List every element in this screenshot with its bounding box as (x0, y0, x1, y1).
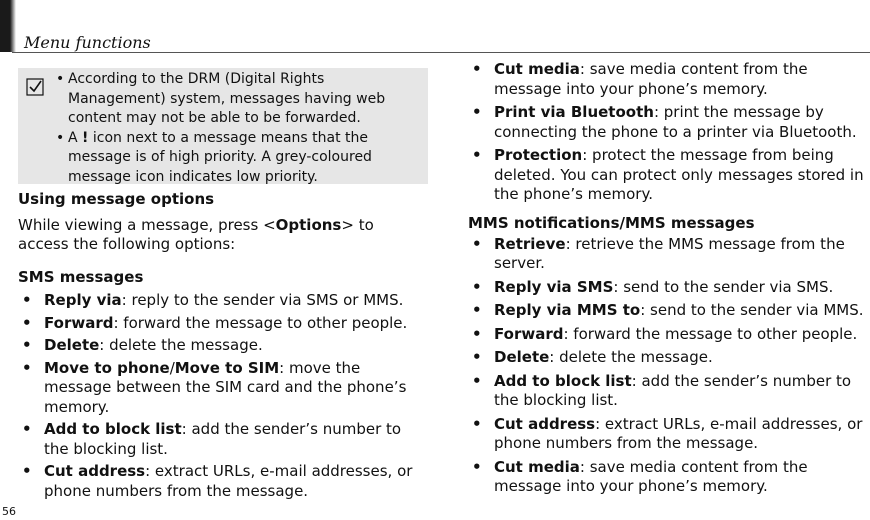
list-item: • Delete: delete the message. (472, 348, 713, 366)
list-item: • Print via Bluetooth: print the message by connecting the phone to a printer via Bluetooth. (472, 103, 857, 141)
left-column (18, 190, 428, 501)
list-item: • Move to phone/Move to SIM: move the message between the SIM card and the phone’s memory. (22, 358, 407, 416)
note-item: • A ! icon next to a message means that the message is of high priority. A grey-coloured message icon indicates low priority. (56, 129, 372, 185)
mms-title: MMS notifications/MMS messages (468, 213, 755, 232)
page-header-title: Menu functions (24, 33, 151, 52)
list-item: • Cut address: extract URLs, e-mail addresses, or phone numbers from the message. (472, 414, 863, 452)
list-item: • Add to block list: add the sender’s number to the blocking list. (22, 420, 402, 458)
list-item: • Cut media: save media content from the message into your phone’s memory. (472, 60, 808, 98)
header-divider (12, 52, 870, 53)
note-list (56, 70, 418, 187)
checkmark-note-icon (26, 78, 44, 96)
high-priority-symbol: ! (82, 129, 89, 146)
header-tab-bar (0, 0, 10, 52)
list-item: • Add to block list: add the sender’s number to the blocking list. (472, 371, 852, 409)
list-item: • Reply via SMS: send to the sender via SMS. (472, 277, 834, 296)
section-title: Using message options (18, 190, 215, 208)
sms-title: SMS messages (18, 268, 144, 286)
page-number: 56 (2, 505, 16, 518)
list-item: • Cut address: extract URLs, e-mail addresses, or phone numbers from the message. (22, 462, 413, 500)
list-item: • Protection: protect the message from being deleted. You can protect only messages stored in the phone’s memory. (472, 146, 864, 203)
list-item: • Reply via MMS to: send to the sender via MMS. (472, 301, 864, 319)
list-item: • Cut media: save media content from the message into your phone’s memory. (472, 457, 808, 495)
sms-options-list (18, 291, 428, 501)
list-item: • Forward: forward the message to other people. (472, 324, 858, 343)
note-item: • According to the DRM (Digital Rights Management) system, messages having web content may not be able to be forwarded. (56, 71, 386, 126)
section-intro: While viewing a message, press <Options> to access the following options: (18, 216, 374, 253)
list-item: • Forward: forward the message to other people. (22, 313, 408, 332)
message-options-continued (468, 60, 870, 205)
mms-options-list (468, 235, 870, 497)
right-column (468, 60, 870, 497)
note-box (18, 68, 428, 184)
list-item: • Delete: delete the message. (22, 336, 263, 354)
list-item: • Retrieve: retrieve the MMS message from the server. (472, 234, 845, 272)
list-item: • Reply via: reply to the sender via SMS or MMS. (22, 291, 404, 309)
